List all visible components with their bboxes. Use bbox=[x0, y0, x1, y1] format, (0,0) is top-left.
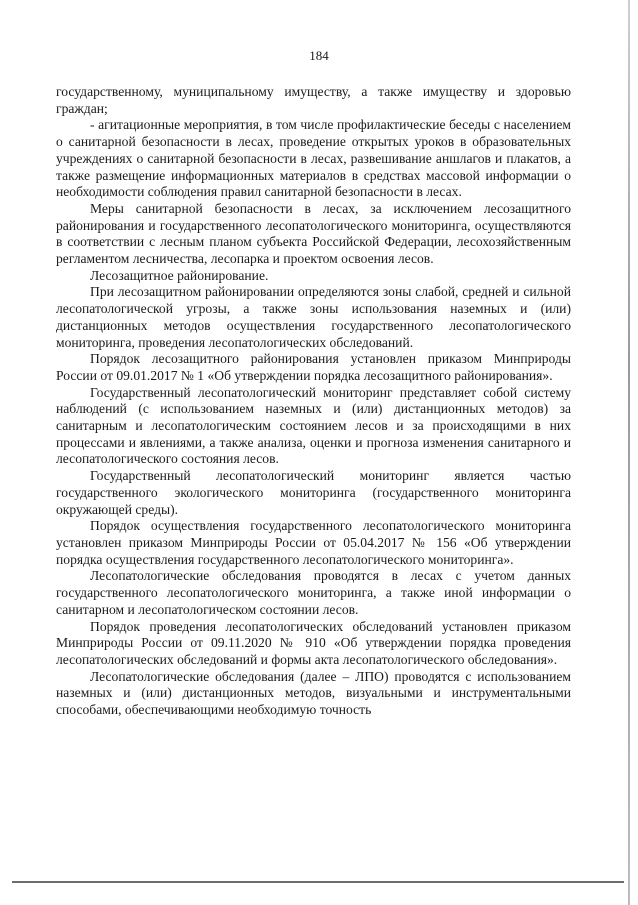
paragraph: Порядок проведения лесопатологических обследований установлен приказом Минприроды России от 09.11.2020 № 910 «Об утверждении порядка проведения лесопатологических обследований и формы акта лесопатологического обследования». bbox=[56, 618, 571, 667]
scan-edge-right bbox=[628, 0, 630, 905]
paragraph: Государственный лесопатологический мониторинг представляет собой систему наблюдений (с использованием наземных и (или) дистанционных методов) за санитарным и лесопатологическим состоянием лесов и за происходящими в них процессами и явлениями, а также анализа, оценки и прогноза изменения санитарного и лесопатологического состояния лесов. bbox=[56, 384, 571, 467]
paragraph: Порядок лесозащитного районирования установлен приказом Минприроды России от 09.01.2017 № 1 «Об утверждении порядка лесозащитного районирования». bbox=[56, 351, 571, 383]
paragraph: Лесопатологические обследования проводятся в лесах с учетом данных государственного лесопатологического мониторинга, а также иной информации о санитарном и лесопатологическом состоянии лесов. bbox=[56, 568, 571, 617]
paragraph: Лесозащитное районирование. bbox=[90, 267, 269, 283]
page-number: 184 bbox=[309, 48, 329, 63]
paragraph: Порядок осуществления государственного лесопатологического мониторинга установлен приказом Минприроды России от 05.04.2017 № 156 «Об утверждении порядка осуществления государственного лесопатологического мониторинга». bbox=[56, 518, 571, 567]
paragraph: Меры санитарной безопасности в лесах, за исключением лесозащитного районирования и государственного лесопатологического мониторинга, осуществляются в соответствии с лесным планом субъекта Российской Федерации, лесохозяйственным регламентом лесничества, лесопарка и проектом освоения лесов. bbox=[56, 200, 571, 267]
paragraph: Государственный лесопатологический мониторинг является частью государственного экологического мониторинга (государственного мониторинга окружающей среды). bbox=[56, 468, 571, 517]
body-text bbox=[56, 84, 571, 719]
paragraph: Лесопатологические обследования (далее – ЛПО) проводятся с использованием наземных и (или) дистанционных методов, визуальными и инструментальными способами, обеспечивающими необходимую точность bbox=[56, 668, 571, 718]
paragraph: государственному, муниципальному имуществу, а также имуществу и здоровью граждан; bbox=[56, 84, 571, 116]
paragraph: При лесозащитном районировании определяются зоны слабой, средней и сильной лесопатологической угрозы, а также зоны использования наземных и (или) дистанционных методов осуществления государственного лесопатологического мониторинга, проведения лесопатологических обследований. bbox=[56, 284, 571, 350]
scan-edge-bottom bbox=[12, 881, 624, 883]
paragraph: - агитационные мероприятия, в том числе профилактические беседы с населением о санитарной безопасности в лесах, проведение открытых уроков в образовательных учреждениях о санитарной безопасности в лесах, развешивание аншлагов и плакатов, а также размещение информационных материалов в средствах массовой информации о необходимости соблюдения правил санитарной безопасности в лесах. bbox=[56, 117, 571, 200]
